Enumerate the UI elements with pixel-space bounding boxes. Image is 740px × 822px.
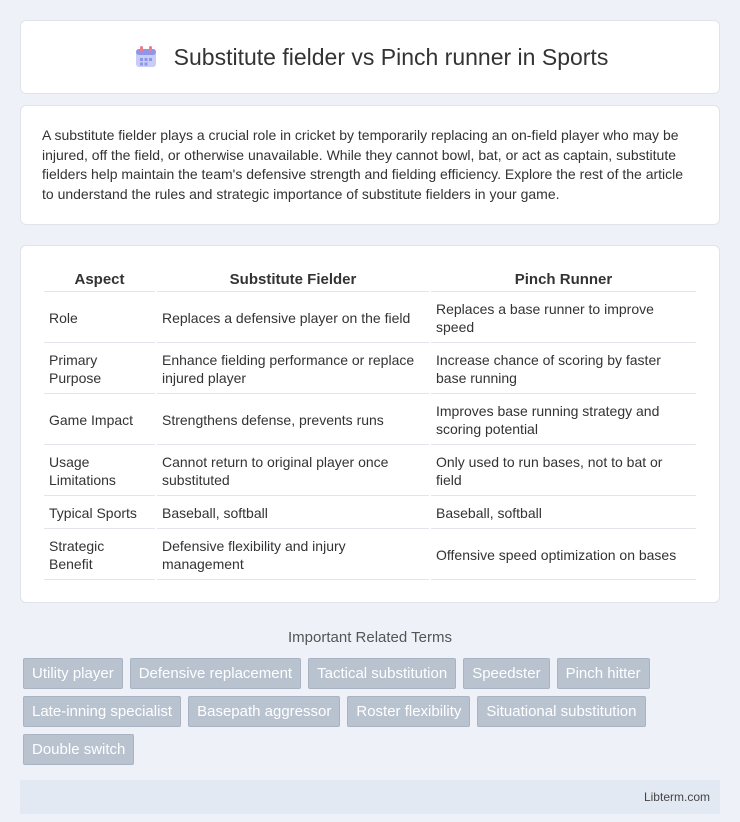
related-term-tag[interactable]: Late-inning specialist	[23, 696, 181, 727]
table-row	[44, 531, 696, 580]
cell-pinch-runner: Offensive speed optimization on bases	[431, 531, 696, 580]
comparison-table-card	[20, 245, 720, 603]
related-term-tag[interactable]: Defensive replacement	[130, 658, 301, 689]
cell-substitute-fielder: Defensive flexibility and injury management	[157, 531, 429, 580]
table-header-row	[44, 268, 696, 292]
cell-aspect: Game Impact	[44, 396, 155, 445]
table-row	[44, 396, 696, 445]
cell-aspect: Primary Purpose	[44, 345, 155, 394]
related-term-tag[interactable]: Pinch hitter	[557, 658, 650, 689]
cell-aspect: Typical Sports	[44, 498, 155, 529]
cell-pinch-runner: Replaces a base runner to improve speed	[431, 294, 696, 343]
cell-aspect: Usage Limitations	[44, 447, 155, 496]
cell-pinch-runner: Improves base running strategy and scoring potential	[431, 396, 696, 445]
cell-aspect: Strategic Benefit	[44, 531, 155, 580]
related-term-tag[interactable]: Tactical substitution	[308, 658, 456, 689]
cell-substitute-fielder: Cannot return to original player once substituted	[157, 447, 429, 496]
intro-paragraph: A substitute fielder plays a crucial role in cricket by temporarily replacing an on-field player who may be injured, off the field, or otherwise unavailable. While they cannot bowl, bat, or act as captain, substitute fielders help maintain the team's defensive strength and fielding efficiency. Explore the rest of the article to understand the rules and strategic importance of substitute fielders in your game.	[20, 105, 720, 225]
cell-pinch-runner: Only used to run bases, not to bat or field	[431, 447, 696, 496]
comparison-table	[42, 266, 698, 582]
related-terms-title: Important Related Terms	[288, 629, 452, 646]
related-terms-list	[20, 658, 720, 765]
cell-pinch-runner: Increase chance of scoring by faster base running	[431, 345, 696, 394]
table-row	[44, 447, 696, 496]
related-term-tag[interactable]: Situational substitution	[477, 696, 645, 727]
cell-substitute-fielder: Enhance fielding performance or replace injured player	[157, 345, 429, 394]
cell-pinch-runner: Baseball, softball	[431, 498, 696, 529]
cell-substitute-fielder: Replaces a defensive player on the field	[157, 294, 429, 343]
cell-substitute-fielder: Baseball, softball	[157, 498, 429, 529]
cell-substitute-fielder: Strengthens defense, prevents runs	[157, 396, 429, 445]
related-term-tag[interactable]: Basepath aggressor	[188, 696, 340, 727]
related-term-tag[interactable]: Utility player	[23, 658, 123, 689]
calendar-icon	[132, 43, 160, 71]
header-pinch-runner: Pinch Runner	[431, 268, 696, 292]
footer	[20, 780, 720, 814]
table-row	[44, 294, 696, 343]
related-term-tag[interactable]: Speedster	[463, 658, 549, 689]
page-title: Substitute fielder vs Pinch runner in Sports	[173, 43, 609, 70]
related-term-tag[interactable]: Roster flexibility	[347, 696, 470, 727]
page-header	[20, 20, 720, 94]
table-row	[44, 345, 696, 394]
related-term-tag[interactable]: Double switch	[23, 734, 134, 765]
footer-site-link[interactable]: Libterm.com	[643, 790, 710, 804]
header-aspect: Aspect	[44, 268, 155, 292]
cell-aspect: Role	[44, 294, 155, 343]
header-substitute-fielder: Substitute Fielder	[157, 268, 429, 292]
table-row	[44, 498, 696, 529]
